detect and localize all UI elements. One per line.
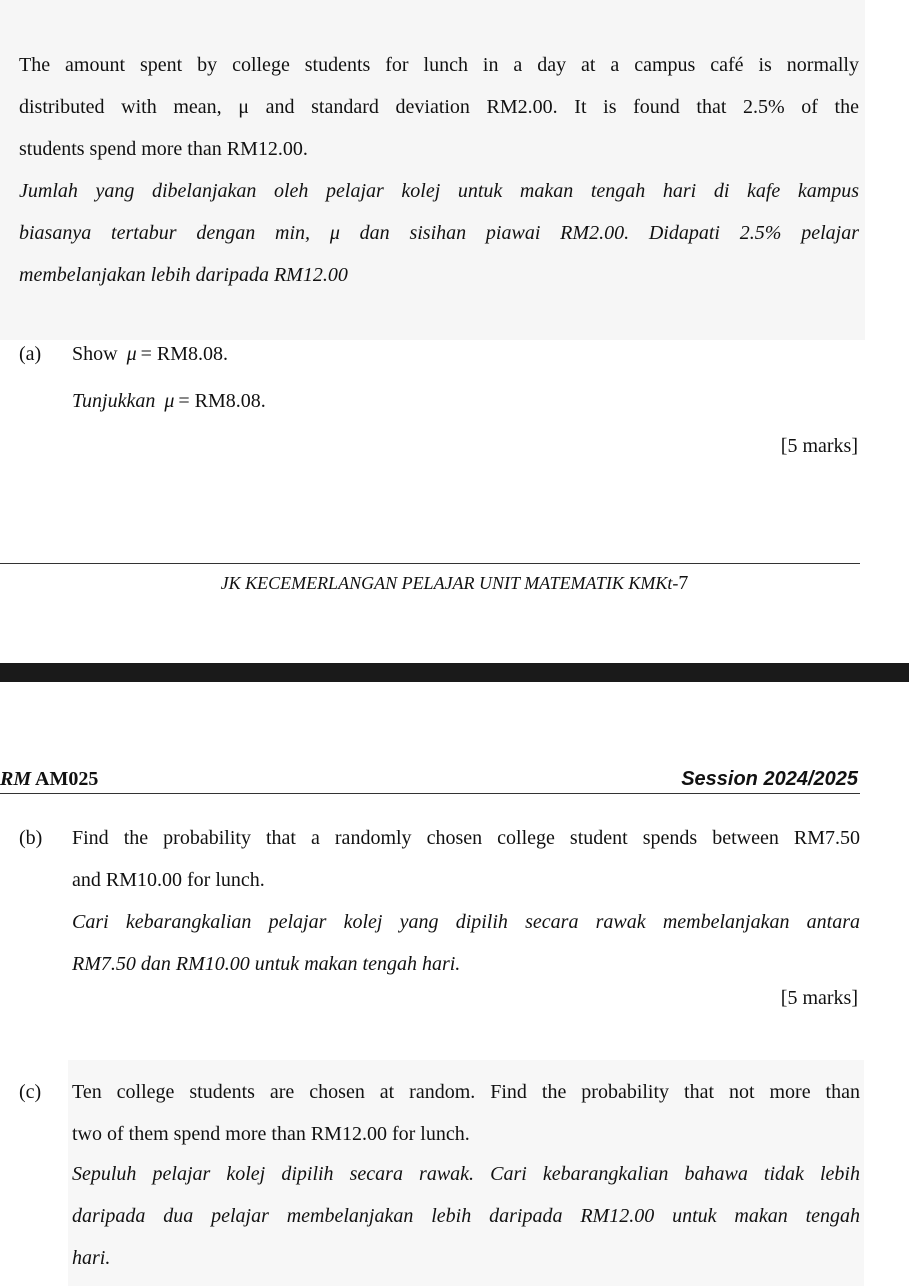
part-c-english <box>72 1071 860 1155</box>
part-a-ms-prefix: Tunjukkan <box>72 390 156 412</box>
intro-ms-line: membelanjakan lebih daripada RM12.00 <box>19 264 348 286</box>
part-a-en-prefix: Show <box>72 343 118 365</box>
part-a-equation: = RM8.08. <box>178 390 266 412</box>
part-b-en-line: Find the probability that a randomly chosen college student spends between RM7.50 <box>72 827 860 849</box>
part-b-label: (b) <box>19 827 43 849</box>
part-a-malay <box>72 387 266 415</box>
part-c-ms-line: hari. <box>72 1247 111 1269</box>
intro-en-line: The amount spent by college students for lunch in a day at a campus café is normally <box>19 54 859 76</box>
intro-english <box>19 44 859 170</box>
page-footer <box>0 570 909 596</box>
footer-rule <box>0 563 860 564</box>
part-c-en-line: two of them spend more than RM12.00 for lunch. <box>72 1123 470 1145</box>
page-number: 7 <box>678 572 689 594</box>
part-b-marks: [5 marks] <box>780 987 858 1009</box>
session-word: Session <box>681 768 758 790</box>
part-c-ms-line: daripada dua pelajar membelanjakan lebih daripada RM12.00 untuk makan tengah <box>72 1205 860 1227</box>
page-break-bar <box>0 663 909 682</box>
part-b-ms-line: RM7.50 dan RM10.00 untuk makan tengah hari. <box>72 953 461 975</box>
part-c-label: (c) <box>19 1081 42 1103</box>
part-c-malay <box>72 1153 860 1279</box>
intro-malay <box>19 170 859 296</box>
intro-en-line: students spend more than RM12.00. <box>19 138 308 160</box>
part-b-en-line: and RM10.00 for lunch. <box>72 869 265 891</box>
session-label <box>681 766 858 792</box>
course-code <box>0 766 98 792</box>
intro-en-line: distributed with mean, μ and standard deviation RM2.00. It is found that 2.5% of the <box>19 96 859 118</box>
course-code-value: AM025 <box>35 768 99 790</box>
part-c-ms-line: Sepuluh pelajar kolej dipilih secara rawak. Cari kebarangkalian bahawa tidak lebih <box>72 1163 860 1185</box>
part-a-label: (a) <box>19 343 42 365</box>
part-b-malay <box>72 901 860 985</box>
course-code-prefix: RM <box>0 768 32 790</box>
footer-text: JK KECEMERLANGAN PELAJAR UNIT MATEMATIK KMKt- <box>220 573 679 593</box>
mu-symbol: μ <box>164 390 175 412</box>
part-c-en-line: Ten college students are chosen at random. Find the probability that not more than <box>72 1081 860 1103</box>
part-b-english <box>72 817 860 901</box>
part-b-ms-line: Cari kebarangkalian pelajar kolej yang dipilih secara rawak membelanjakan antara <box>72 911 860 933</box>
intro-ms-line: Jumlah yang dibelanjakan oleh pelajar kolej untuk makan tengah hari di kafe kampus <box>19 180 859 202</box>
session-year: 2024/2025 <box>763 768 858 790</box>
part-a-english <box>72 340 228 368</box>
header-rule <box>0 793 860 794</box>
intro-ms-line: biasanya tertabur dengan min, μ dan sisihan piawai RM2.00. Didapati 2.5% pelajar <box>19 222 859 244</box>
part-a-equation: = RM8.08. <box>140 343 229 365</box>
part-a-marks: [5 marks] <box>780 435 858 457</box>
mu-symbol: μ <box>126 343 137 365</box>
